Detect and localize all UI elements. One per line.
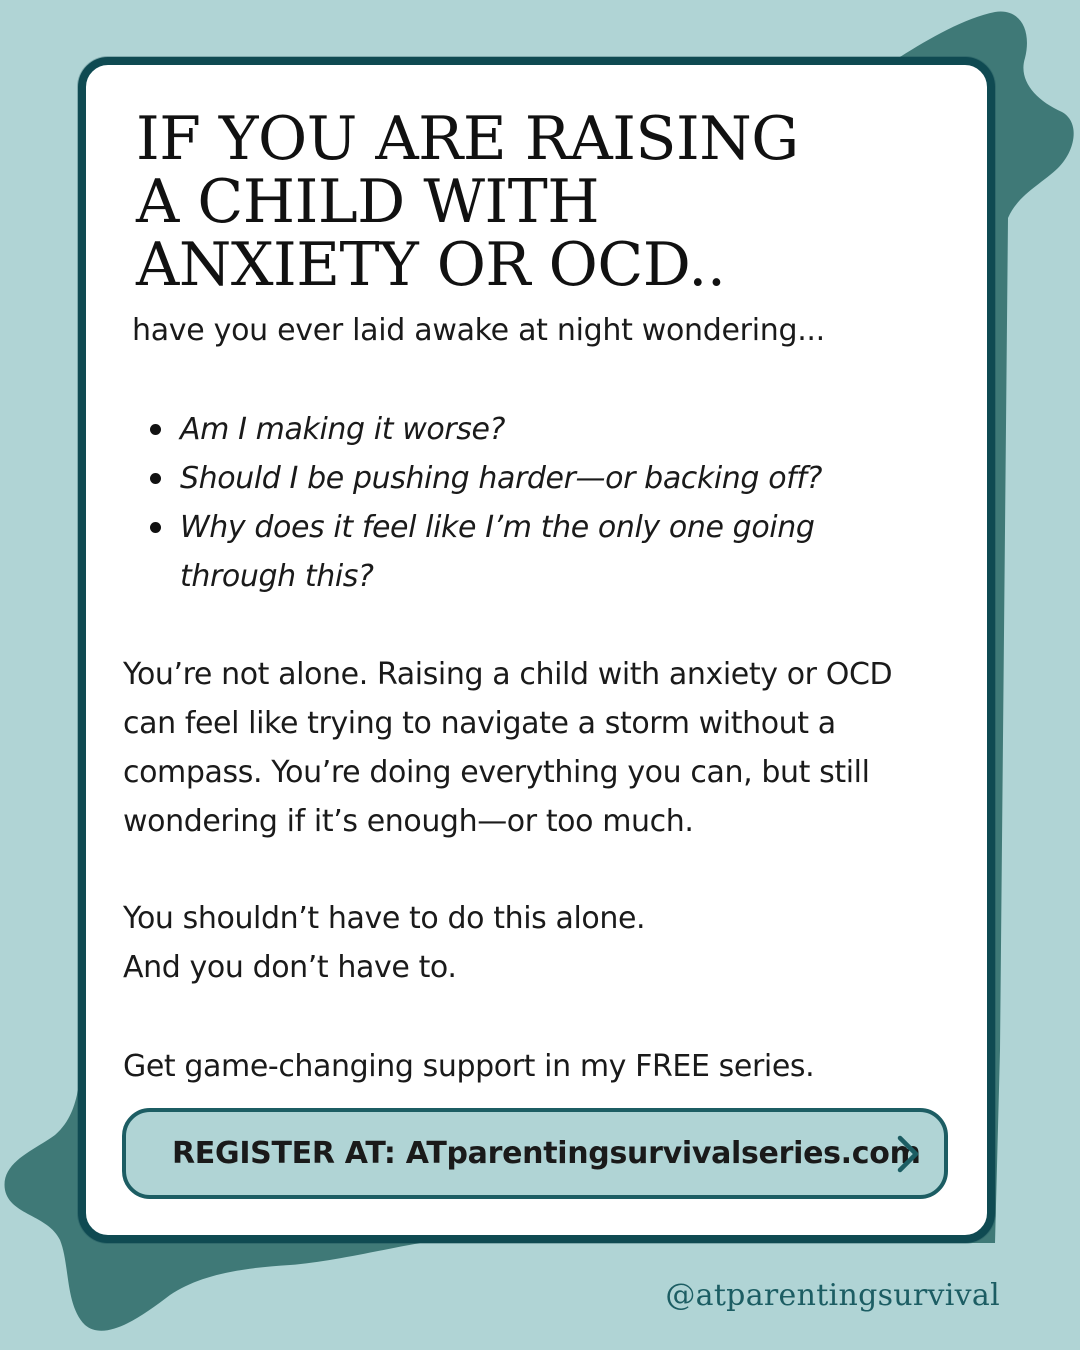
headline-line-2: A CHILD WITH bbox=[136, 167, 600, 237]
headline bbox=[136, 104, 896, 300]
social-handle[interactable]: @atparentingsurvival bbox=[665, 1278, 1000, 1313]
chevron-right-icon bbox=[896, 1134, 920, 1174]
question-item: Why does it feel like I’m the only one going through this? bbox=[145, 503, 935, 601]
headline-line-3: ANXIETY OR OCD.. bbox=[136, 230, 726, 300]
register-button[interactable] bbox=[122, 1108, 948, 1199]
register-button-label: REGISTER AT: ATparentingsurvivalseries.com bbox=[172, 1136, 921, 1171]
question-item: Should I be pushing harder—or backing off? bbox=[145, 454, 935, 503]
reassurance-paragraph: You’re not alone. Raising a child with anxiety or OCD can feel like trying to navigate a storm without a compass. You’re doing everything you can, but still wondering if it’s enough—or too much. bbox=[123, 657, 893, 839]
not-alone-line-1: You shouldn’t have to do this alone. bbox=[123, 901, 646, 936]
question-item: Am I making it worse? bbox=[145, 405, 935, 454]
headline-line-1: IF YOU ARE RAISING bbox=[136, 104, 799, 174]
free-series-paragraph: Get game-changing support in my FREE series. bbox=[123, 1049, 815, 1084]
question-list bbox=[145, 405, 935, 601]
not-alone-line-2: And you don’t have to. bbox=[123, 950, 457, 985]
subheading: have you ever laid awake at night wondering... bbox=[132, 313, 825, 348]
not-alone-paragraph bbox=[123, 894, 933, 992]
